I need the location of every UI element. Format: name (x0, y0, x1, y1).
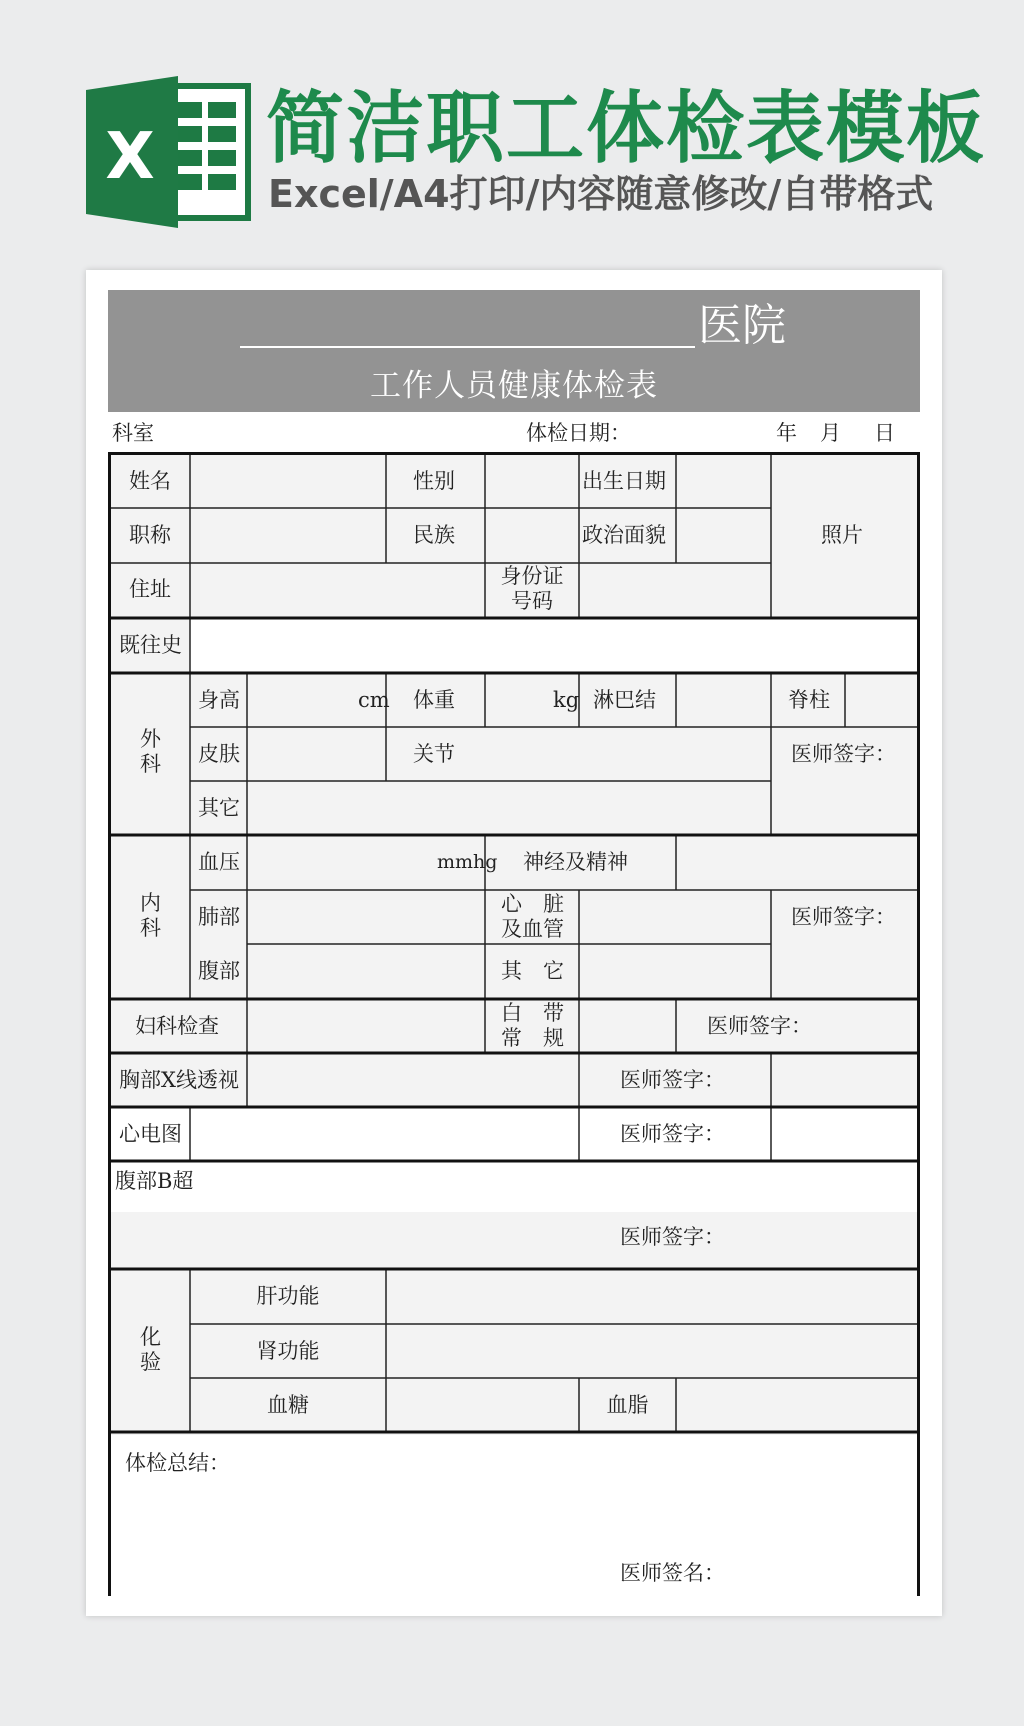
surgery-section-label: 外 科 (140, 727, 161, 776)
birth-date-label: 出生日期 (582, 469, 666, 493)
liver-function-label: 肝功能 (256, 1284, 320, 1308)
nerves-label: 神经及精神 (523, 850, 628, 874)
political-status-label: 政治面貌 (582, 523, 666, 547)
height-label: 身高 (198, 688, 240, 712)
lungs-label: 肺部 (198, 905, 240, 929)
day-label: 日 (874, 421, 895, 445)
photo-label: 照片 (821, 523, 863, 547)
abdomen-label: 腹部 (198, 959, 240, 983)
xray-doctor-sign: 医师签字： (620, 1068, 725, 1092)
banner-title: 简洁职工体检表模板 (266, 84, 987, 174)
bp-unit: mmhg (437, 851, 498, 873)
address-label: 住址 (129, 577, 171, 601)
ecg-doctor-sign: 医师签字： (620, 1122, 725, 1146)
summary-doctor-sign: 医师签名： (620, 1561, 725, 1585)
surgery-other-label: 其它 (198, 796, 240, 820)
history-label: 既往史 (119, 633, 182, 657)
title-label: 职称 (129, 523, 171, 547)
weight-label: 体重 (413, 688, 455, 712)
excel-logo-icon (86, 76, 256, 228)
ecg-label: 心电图 (119, 1122, 182, 1146)
month-label: 月 (820, 421, 841, 445)
health-exam-form (108, 452, 920, 1596)
form-title-block (108, 290, 920, 412)
leucorrhea-label: 白 带 常 规 (501, 1001, 564, 1050)
joints-label: 关节 (413, 742, 455, 766)
exam-date-label: 体检日期： (526, 421, 631, 445)
lab-section-label: 化 验 (140, 1325, 161, 1374)
heart-label: 心 脏 及血管 (501, 892, 564, 941)
hospital-name-blank[interactable] (240, 346, 695, 348)
kidney-function-label: 肾功能 (256, 1339, 320, 1363)
blood-glucose-label: 血糖 (267, 1393, 309, 1417)
height-unit: cm (358, 688, 390, 712)
ethnicity-label: 民族 (413, 523, 455, 547)
hospital-suffix: 医院 (698, 300, 786, 351)
internal-other-label: 其 它 (501, 959, 564, 983)
xray-label: 胸部X线透视 (119, 1068, 239, 1092)
banner-subtitle: Excel/A4打印/内容随意修改/自带格式 (268, 172, 934, 216)
name-label: 姓名 (129, 469, 171, 493)
lymph-label: 淋巴结 (593, 688, 656, 712)
blood-lipids-label: 血脂 (606, 1393, 649, 1417)
internal-section-label: 内 科 (140, 891, 161, 940)
weight-unit: kg (553, 688, 580, 712)
spine-label: 脊柱 (788, 688, 830, 712)
blood-pressure-label: 血压 (198, 850, 240, 874)
surgery-doctor-sign: 医师签字： (791, 742, 896, 766)
year-label: 年 (776, 421, 797, 445)
skin-label: 皮肤 (198, 742, 240, 766)
gynecology-label: 妇科检查 (135, 1014, 219, 1038)
summary-label: 体检总结： (125, 1451, 230, 1475)
ultrasound-doctor-sign: 医师签字： (620, 1225, 725, 1249)
id-number-label: 身份证 号码 (500, 564, 564, 613)
form-title: 工作人员健康体检表 (370, 368, 658, 404)
gender-label: 性别 (413, 469, 455, 493)
internal-doctor-sign: 医师签字： (791, 905, 896, 929)
ultrasound-label: 腹部B超 (115, 1169, 194, 1193)
svg-text:X: X (105, 120, 155, 194)
department-label: 科室 (112, 421, 154, 445)
gynecology-doctor-sign: 医师签字： (707, 1014, 812, 1038)
